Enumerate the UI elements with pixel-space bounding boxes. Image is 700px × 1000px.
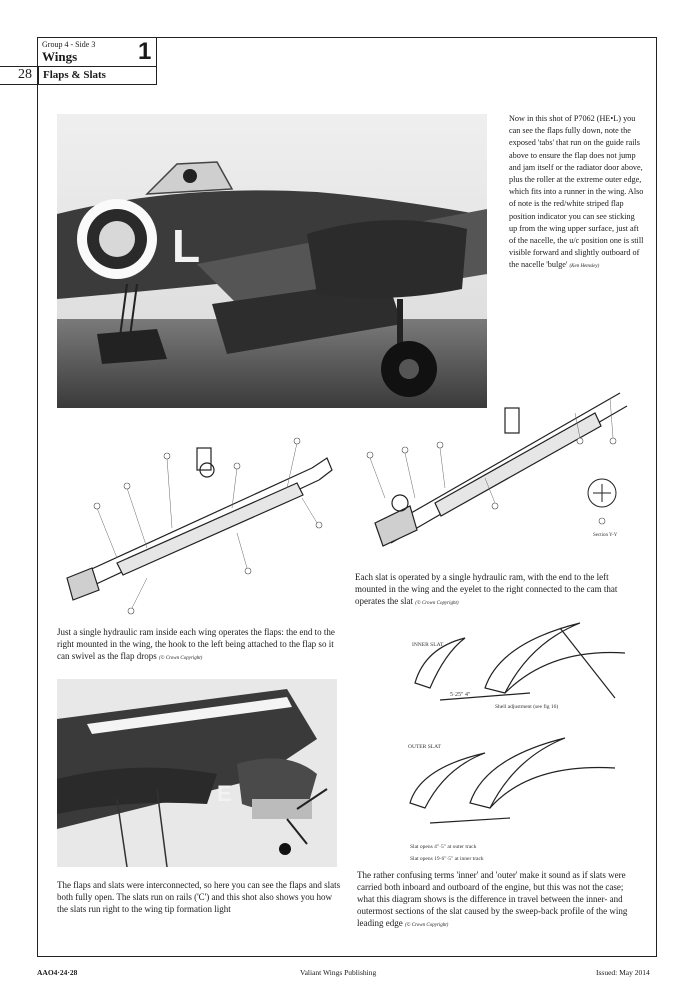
aircraft-photo-top xyxy=(57,114,487,408)
subsection-title: Flaps & Slats xyxy=(43,69,106,81)
tail-code: E xyxy=(217,781,232,806)
caption-inner-outer-text: The rather confusing terms 'inner' and 'outer' make it sound as if slats were carried both inboard and outboard of the engine, but this was not the case; what this diagram shows is the difference in travel between the inner- and outermost sections of the slat caused by the sweep-back profile of the wing leading edge xyxy=(357,870,628,928)
caption-flap-ram-text: Just a single hydraulic ram inside each wing operates the flaps: the end to the right mounted in the wing, the hook to the left being attached to the flap so it can swivel as the flap drops xyxy=(57,627,335,661)
section-yy-label: Section Y-Y xyxy=(593,533,618,538)
group-label: Group 4 - Side 3 xyxy=(42,40,96,49)
svg-text:L: L xyxy=(172,220,201,272)
caption-flaps-slats-text: The flaps and slats were interconnected, so here you can see the flaps and slats both fully open. The slats run on rails ('C') and this shot also shows you how the slats run right to the wing tip formation light xyxy=(57,880,341,914)
inner-track-note: Slat opens 19·6"·5" at inner track xyxy=(410,856,484,862)
caption-slat-ram-credit: (© Crown Copyright) xyxy=(415,601,459,606)
section-title: Wings xyxy=(42,49,78,64)
caption-slat-ram xyxy=(355,571,635,610)
caption-top-right-text: Now in this shot of P7062 (HE•L) you can see the flaps fully down, note the exposed 'tabs' that run on the guide rails above to ensure the flap does not jump and jam itself or the radiator door above, plus the roller at the extreme outer edge, which fits into a runner in the wing. Also of note is the red/white striped flap position indicator you can see sticking up from the wing upper surface, just aft of the nacelle, the u/c position one is still visible forward and slightly outboard of the nacelle 'bulge' xyxy=(509,114,644,270)
slat-ram-diagram xyxy=(355,378,635,563)
footer-center: Valiant Wings Publishing xyxy=(300,968,377,977)
aircraft-photo-bottom xyxy=(57,679,337,867)
caption-inner-outer xyxy=(357,869,639,932)
caption-top-right-credit: (Ken Hemsley) xyxy=(569,264,600,270)
flap-ram-diagram xyxy=(57,428,342,618)
outer-track-note: Slat opens 4"·5" at outer track xyxy=(410,844,477,850)
subheader-divider xyxy=(37,66,39,85)
section-number: 1 xyxy=(138,38,152,65)
caption-slat-ram-text: Each slat is operated by a single hydraulic ram, with the end to the left mounted in the wing and the eyelet to the right connected to the cam that operates the slat xyxy=(355,572,618,606)
outer-slat-label: OUTER SLAT xyxy=(408,744,441,750)
slat-travel-diagram xyxy=(400,618,650,866)
shell-adjustment-note: Shell adjustment (see fig 16) xyxy=(495,704,559,710)
caption-inner-outer-credit: (© Crown Copyright) xyxy=(404,923,449,928)
caption-top-right xyxy=(509,113,644,274)
caption-flap-ram xyxy=(57,626,342,665)
page-number: 28 xyxy=(18,67,32,82)
inner-slat-label: INNER SLAT xyxy=(412,642,444,648)
slat-gap-label: 5·25" 4" xyxy=(450,692,471,698)
footer-right: Issued: May 2014 xyxy=(596,968,650,977)
caption-flaps-slats xyxy=(57,879,342,915)
caption-flap-ram-credit: (© Crown Copyright) xyxy=(158,656,203,661)
footer-left: AAO4·24·28 xyxy=(37,968,78,977)
